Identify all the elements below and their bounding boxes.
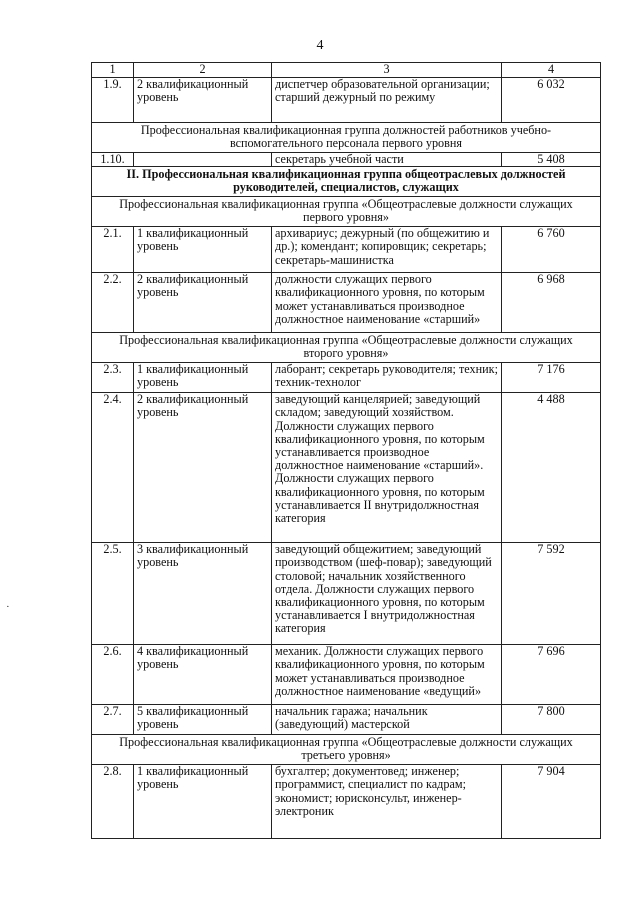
row-number: 2.8. bbox=[92, 765, 134, 839]
positions-list: начальник гаража; начальник (заведующий) мастерской bbox=[272, 705, 502, 735]
header-col-2: 2 bbox=[134, 63, 272, 78]
qualification-level: 1 квалификационный уровень bbox=[134, 227, 272, 273]
section-heading-row bbox=[92, 167, 601, 197]
positions-list: бухгалтер; документовед; инженер; программист, специалист по кадрам; экономист; юрисконсульт, инженер-электроник bbox=[272, 765, 502, 839]
qualification-level bbox=[134, 153, 272, 167]
salary-value: 7 696 bbox=[502, 645, 601, 705]
row-number: 2.6. bbox=[92, 645, 134, 705]
group-heading: Профессиональная квалификационная группа «Общеотраслевые должности служащих третьего уровня» bbox=[92, 735, 601, 765]
table-row bbox=[92, 705, 601, 735]
scan-mark: · bbox=[6, 601, 10, 613]
table-row bbox=[92, 363, 601, 393]
row-number: 2.5. bbox=[92, 543, 134, 645]
row-number: 1.9. bbox=[92, 78, 134, 123]
group-heading: Профессиональная квалификационная группа «Общеотраслевые должности служащих второго уровня» bbox=[92, 333, 601, 363]
qualification-level: 4 квалификационный уровень bbox=[134, 645, 272, 705]
positions-list: диспетчер образовательной организации; старший дежурный по режиму bbox=[272, 78, 502, 123]
qualification-level: 5 квалификационный уровень bbox=[134, 705, 272, 735]
group-heading-row bbox=[92, 123, 601, 153]
positions-list: лаборант; секретарь руководителя; техник; техник-технолог bbox=[272, 363, 502, 393]
positions-list: механик. Должности служащих первого квалификационного уровня, по которым может устанавливаться производное должностное наименование «ведущий» bbox=[272, 645, 502, 705]
positions-list: заведующий общежитием; заведующий производством (шеф-повар); заведующий столовой; начальник хозяйственного отдела. Должности служащих первого квалификационного уровня, по которым устанавливается I внутридолжностная категория bbox=[272, 543, 502, 645]
row-number: 2.3. bbox=[92, 363, 134, 393]
table-row bbox=[92, 227, 601, 273]
header-col-1: 1 bbox=[92, 63, 134, 78]
table-row bbox=[92, 645, 601, 705]
positions-list: архивариус; дежурный (по общежитию и др.); комендант; копировщик; секретарь; секретарь-машинистка bbox=[272, 227, 502, 273]
group-heading-row bbox=[92, 735, 601, 765]
row-number: 2.7. bbox=[92, 705, 134, 735]
salary-table bbox=[91, 62, 601, 839]
page-number: 4 bbox=[316, 38, 324, 53]
positions-list: заведующий канцелярией; заведующий складом; заведующий хозяйством. Должности служащих первого квалификационного уровня, по которым устанавливается производное должностное наименование «старший». Должности служащих первого квалификационного уровня, по которым устанавливается II внутридолжностная категория bbox=[272, 393, 502, 543]
table-row bbox=[92, 153, 601, 167]
qualification-level: 1 квалификационный уровень bbox=[134, 363, 272, 393]
salary-value: 6 032 bbox=[502, 78, 601, 123]
qualification-level: 1 квалификационный уровень bbox=[134, 765, 272, 839]
group-heading: Профессиональная квалификационная группа «Общеотраслевые должности служащих первого уровня» bbox=[92, 197, 601, 227]
qualification-level: 2 квалификационный уровень bbox=[134, 273, 272, 333]
positions-list: должности служащих первого квалификационного уровня, по которым может устанавливаться производное должностное наименование «старший» bbox=[272, 273, 502, 333]
salary-value: 5 408 bbox=[502, 153, 601, 167]
table-row bbox=[92, 765, 601, 839]
salary-value: 6 968 bbox=[502, 273, 601, 333]
salary-value: 4 488 bbox=[502, 393, 601, 543]
header-col-3: 3 bbox=[272, 63, 502, 78]
salary-value: 7 592 bbox=[502, 543, 601, 645]
group-heading-row bbox=[92, 333, 601, 363]
group-heading-row bbox=[92, 197, 601, 227]
row-number: 2.4. bbox=[92, 393, 134, 543]
header-col-4: 4 bbox=[502, 63, 601, 78]
row-number: 2.2. bbox=[92, 273, 134, 333]
table-row bbox=[92, 393, 601, 543]
salary-value: 7 904 bbox=[502, 765, 601, 839]
table-row bbox=[92, 543, 601, 645]
qualification-level: 2 квалификационный уровень bbox=[134, 393, 272, 543]
row-number: 2.1. bbox=[92, 227, 134, 273]
table-header-row bbox=[92, 63, 601, 78]
row-number: 1.10. bbox=[92, 153, 134, 167]
salary-value: 7 800 bbox=[502, 705, 601, 735]
qualification-level: 3 квалификационный уровень bbox=[134, 543, 272, 645]
salary-value: 7 176 bbox=[502, 363, 601, 393]
table-row bbox=[92, 273, 601, 333]
positions-list: секретарь учебной части bbox=[272, 153, 502, 167]
salary-value: 6 760 bbox=[502, 227, 601, 273]
table-row bbox=[92, 78, 601, 123]
group-heading: Профессиональная квалификационная группа должностей работников учебно-вспомогательного персонала первого уровня bbox=[92, 123, 601, 153]
section-heading: II. Профессиональная квалификационная группа общеотраслевых должностей руководителей, специалистов, служащих bbox=[92, 167, 601, 197]
qualification-level: 2 квалификационный уровень bbox=[134, 78, 272, 123]
